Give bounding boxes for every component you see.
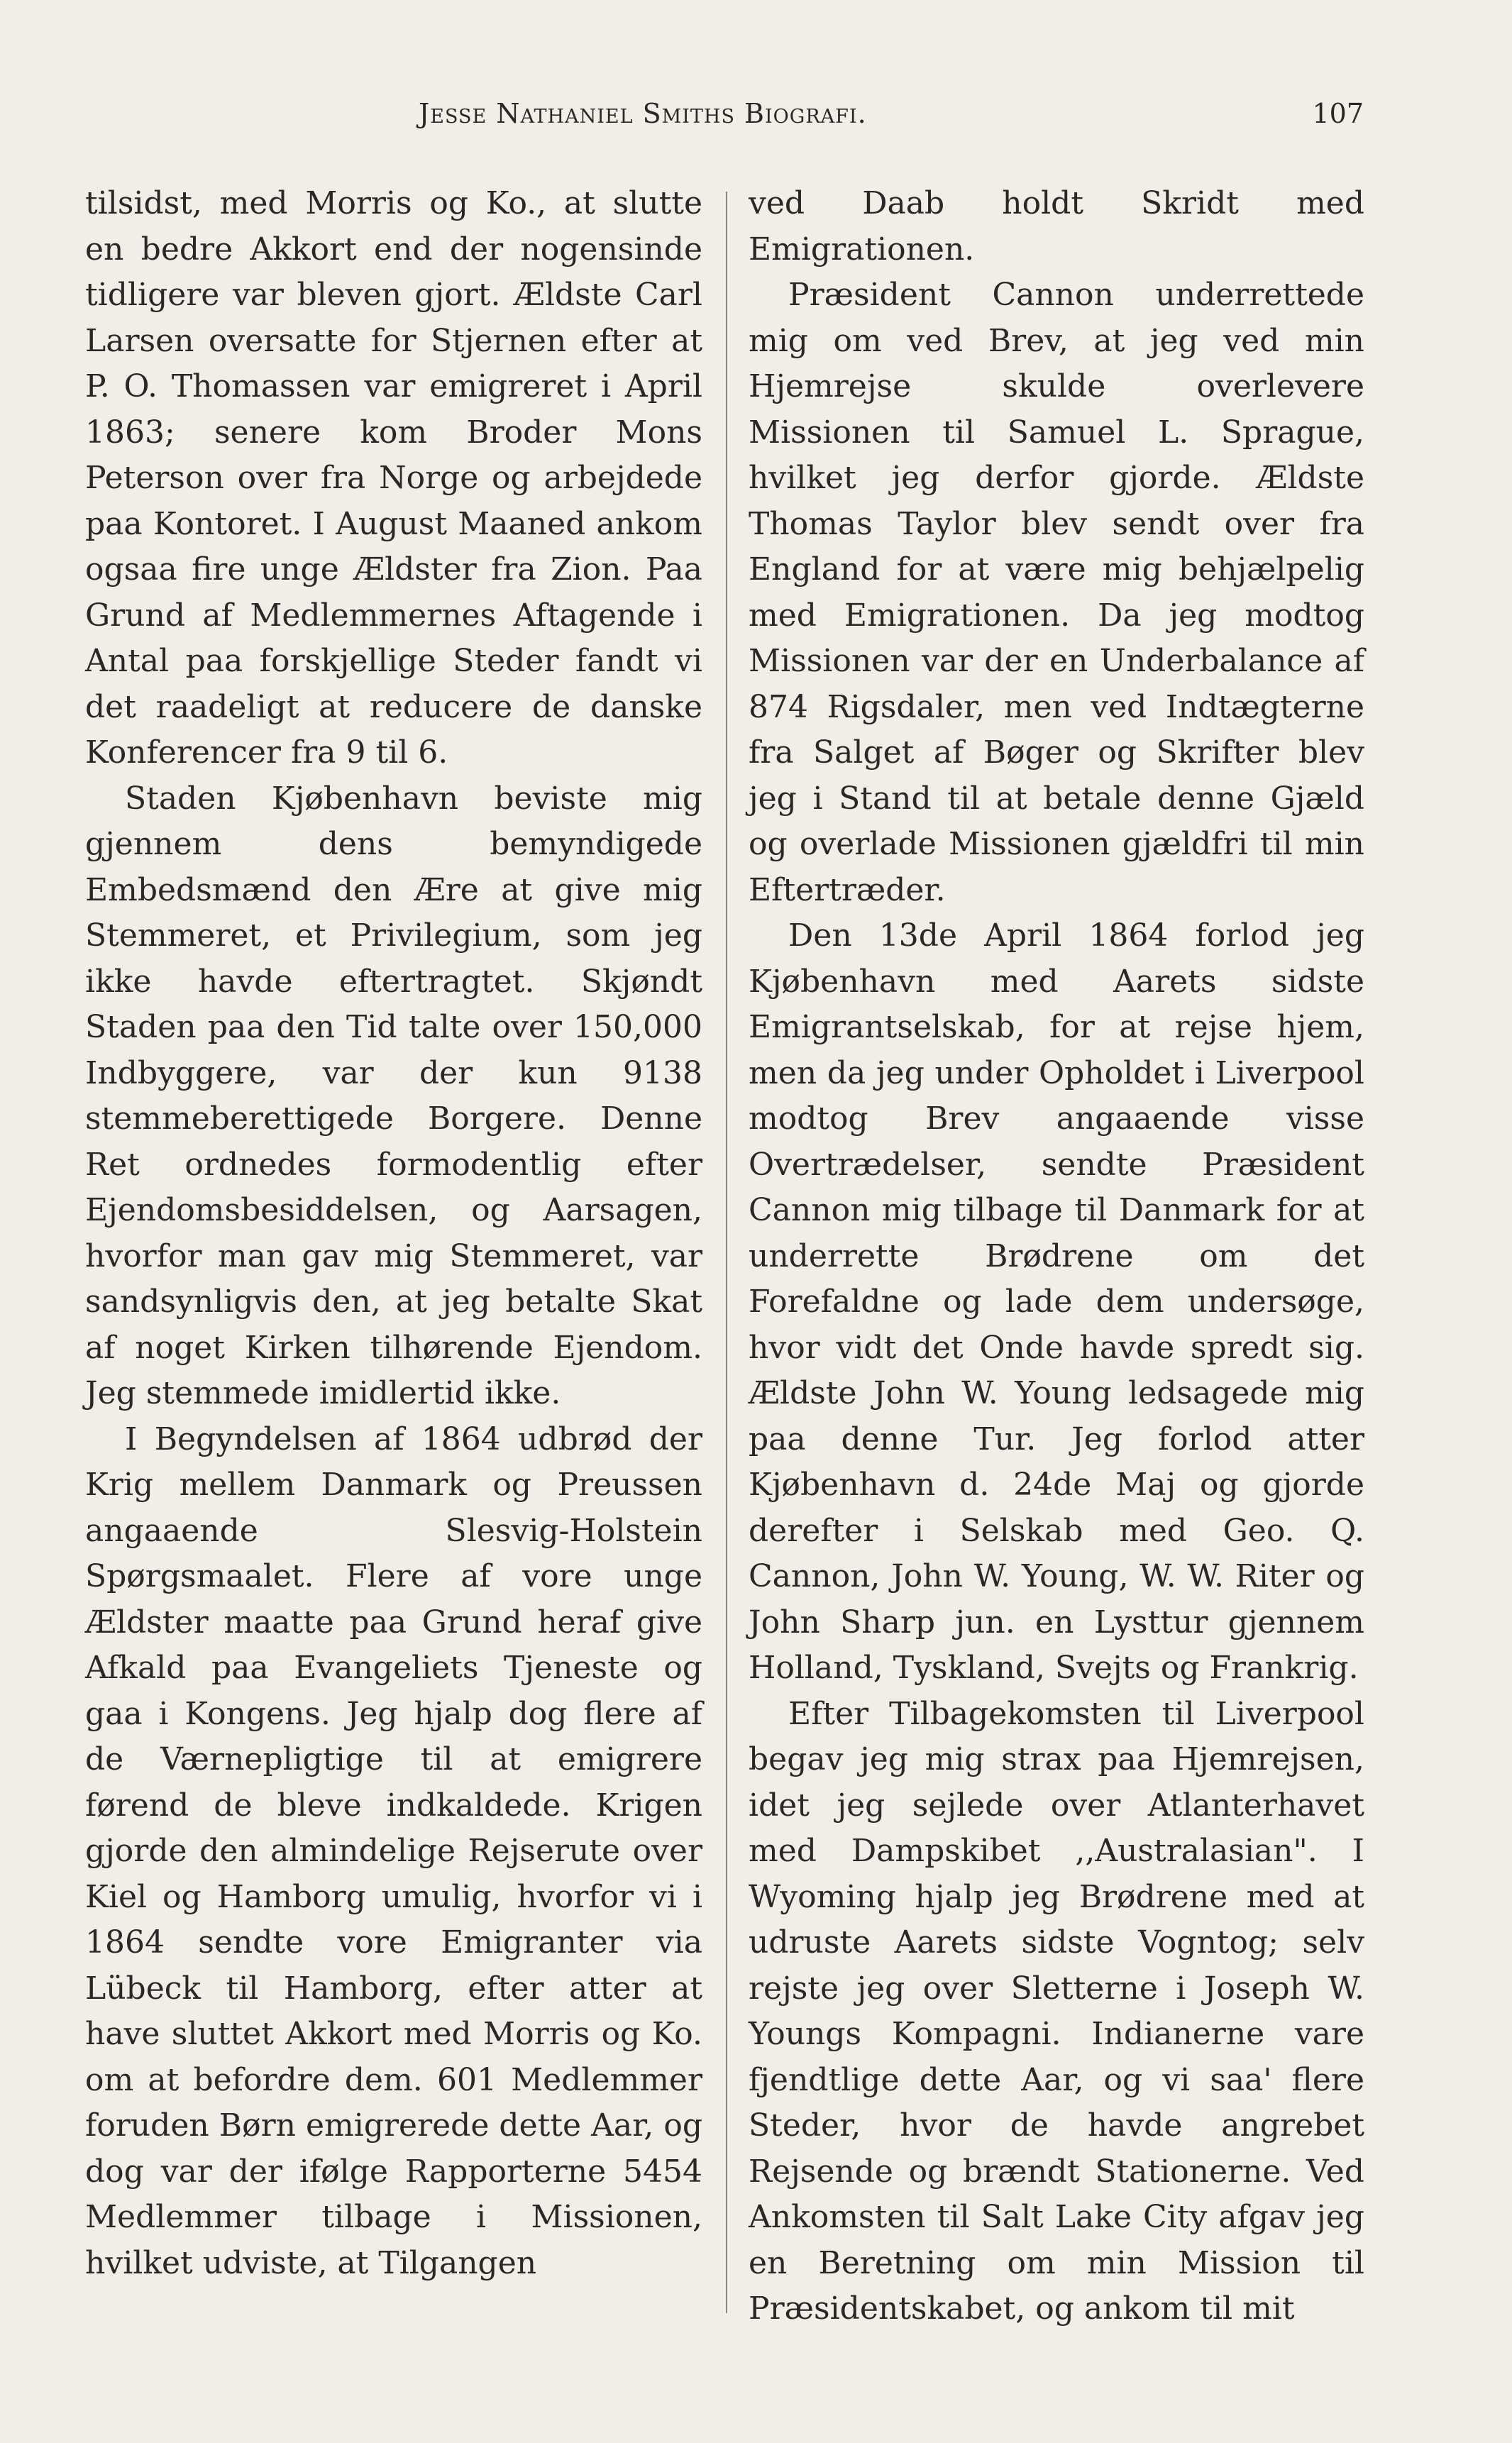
paragraph: Staden Kjøbenhavn beviste mig gjennem dens bemyndigede Embedsmænd den Ære at give mig Stemmeret, et Privilegium, som jeg ikke havde eftertragtet. Skjøndt Staden paa den Tid talte over 150,000 Indbyggere, var der kun 9138 stemmeberettigede Borgere. Denne Ret ordnedes formodentlig efter Ejendomsbesiddelsen, og Aarsagen, hvorfor man gav mig Stemmeret, var sandsynligvis den, at jeg betalte Skat af noget Kirken tilhørende Ejendom. Jeg stemmede imidlertid ikke. [85, 780, 702, 1411]
paragraph: Efter Tilbagekomsten til Liverpool begav jeg mig strax paa Hjemrejsen, idet jeg sejlede over Atlanterhavet med Dampskibet ,,Australasian". I Wyoming hjalp jeg Brødrene med at udruste Aarets sidste Vogntog; selv rejste jeg over Sletterne i Joseph W. Youngs Kompagni. Indianerne vare fjendtlige dette Aar, og vi saa' flere Steder, hvor de havde angrebet Rejsende og brændt Stationerne. Ved Ankomsten til Salt Lake City afgav jeg en Beretning om min Mission til Præsidentskabet, og ankom til mit [749, 1695, 1364, 2327]
paragraph: tilsidst, med Morris og Ko., at slutte en bedre Akkort end der nogensinde tidligere var bleven gjort. Ældste Carl Larsen oversatte for Stjernen efter at P. O. Thomassen var emigreret i April 1863; senere kom Broder Mons Peterson over fra Norge og arbejdede paa Kontoret. I August Maaned ankom ogsaa fire unge Ældster fra Zion. Paa Grund af Medlemmernes Aftagende i Antal paa forskjellige Steder fandt vi det raadeligt at reducere de danske Konferencer fra 9 til 6. [85, 185, 702, 771]
paragraph: Præsident Cannon underrettede mig om ved Brev, at jeg ved min Hjemrejse skulde overlevere Missionen til Samuel L. Sprague, hvilket jeg derfor gjorde. Ældste Thomas Taylor blev sendt over fra England for at være mig behjælpelig med Emigrationen. Da jeg modtog Missionen var der en Underbalance af 874 Rigsdaler, men ved Indtægterne fra Salget af Bøger og Skrifter blev jeg i Stand til at betale denne Gjæld og overlade Missionen gjældfri til min Eftertræder. [749, 277, 1364, 908]
page-header [71, 98, 1369, 133]
right-column [749, 181, 1364, 2332]
left-column [85, 181, 702, 2286]
page-number: 107 [1312, 98, 1364, 129]
paragraph: ved Daab holdt Skridt med Emigrationen. [749, 185, 1364, 268]
paragraph: Den 13de April 1864 forlod jeg Kjøbenhavn med Aarets sidste Emigrantselskab, for at rejse hjem, men da jeg under Opholdet i Liverpool modtog Brev angaaende visse Overtrædelser, sendte Præsident Cannon mig tilbage til Danmark for at underrette Brødrene om det Forefaldne og lade dem undersøge, hvor vidt det Onde havde spredt sig. Ældste John W. Young ledsagede mig paa denne Tur. Jeg forlod atter Kjøbenhavn d. 24de Maj og gjorde derefter i Selskab med Geo. Q. Cannon, John W. Young, W. W. Riter og John Sharp jun. en Lysttur gjennem Holland, Tyskland, Svejts og Frankrig. [749, 917, 1364, 1686]
column-divider [726, 192, 727, 2313]
running-title: Jesse Nathaniel Smiths Biografi. [419, 98, 867, 129]
paragraph: I Begyndelsen af 1864 udbrød der Krig mellem Danmark og Preussen angaaende Slesvig-Holstein Spørgsmaalet. Flere af vore unge Ældster maatte paa Grund heraf give Afkald paa Evangeliets Tjeneste og gaa i Kongens. Jeg hjalp dog flere af de Værnepligtige til at emigrere førend de bleve indkaldede. Krigen gjorde den almindelige Rejserute over Kiel og Hamborg umulig, hvorfor vi i 1864 sendte vore Emigranter via Lübeck til Hamborg, efter atter at have sluttet Akkort med Morris og Ko. om at befordre dem. 601 Medlemmer foruden Børn emigrerede dette Aar, og dog var der ifølge Rapporterne 5454 Medlemmer tilbage i Missionen, hvilket udviste, at Tilgangen [85, 1421, 702, 2281]
